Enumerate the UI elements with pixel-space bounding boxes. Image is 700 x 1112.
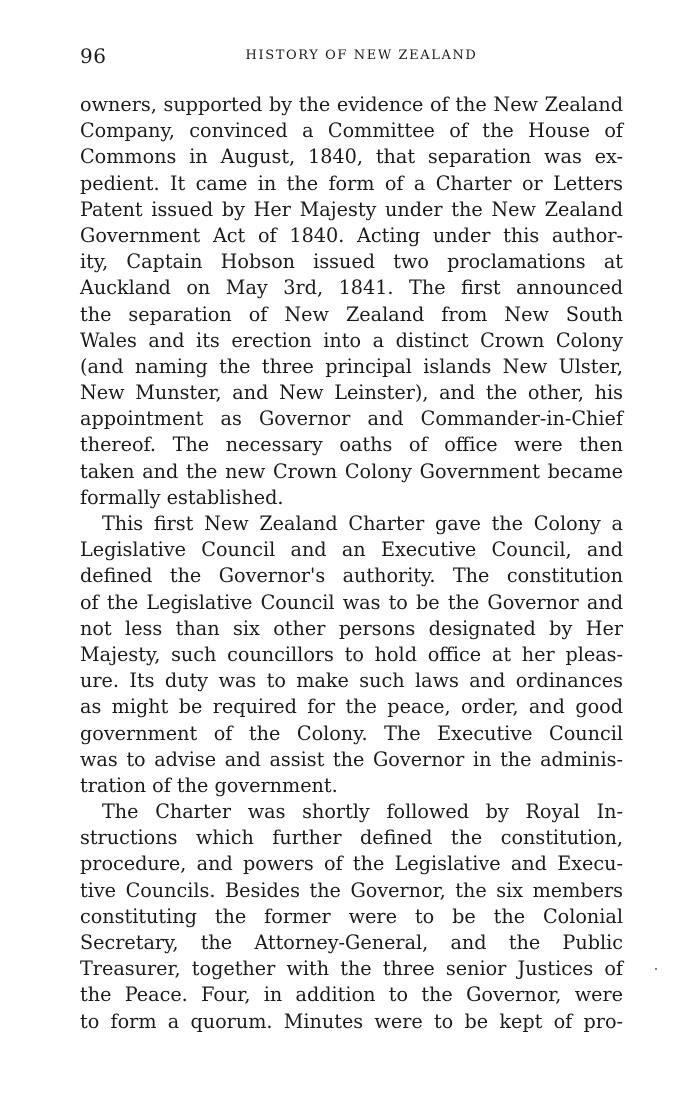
text-line: owners, supported by the evidence of the New Zealand — [80, 93, 623, 116]
text-line: This first New Zealand Charter gave the Colony a — [102, 512, 623, 535]
text-line: was to advise and assist the Governor in the adminis- — [80, 747, 623, 771]
text-line: The Charter was shortly followed by Royal In- — [102, 800, 623, 824]
text-line: Secretary, the Attorney-General, and the Public — [80, 931, 623, 954]
text-line: constituting the former were to be the Colonial — [80, 904, 623, 928]
text-line: of the Legislative Council was to be the Governor and — [80, 590, 623, 614]
text-line: Company, convinced a Committee of the House of — [80, 119, 623, 143]
text-line: Legislative Council and an Executive Council, and — [80, 538, 623, 562]
text-line: procedure, and powers of the Legislative and Execu- — [80, 852, 623, 876]
running-head — [80, 44, 623, 74]
text-line: Commons in August, 1840, that separation was ex- — [80, 145, 623, 169]
body-text — [80, 92, 623, 1035]
page-number: 96 — [80, 44, 107, 68]
text-line: tive Councils. Besides the Governor, the six members — [80, 878, 623, 902]
text-line: Wales and its erection into a distinct Crown Colony — [80, 328, 623, 352]
text-line: New Munster, and New Leinster), and the other, his — [80, 381, 623, 405]
running-title: HISTORY OF NEW ZEALAND — [245, 48, 478, 63]
text-line: to form a quorum. Minutes were to be kept of pro- — [80, 1009, 623, 1033]
text-line: as might be required for the peace, order, and good — [80, 695, 623, 719]
text-line: taken and the new Crown Colony Government became — [80, 459, 623, 483]
text-line: Auckland on May 3rd, 1841. The first announced — [80, 276, 623, 300]
text-line: government of the Colony. The Executive Council — [80, 721, 623, 745]
text-line: Government Act of 1840. Acting under this author- — [80, 223, 623, 247]
text-line: structions which further defined the constitution, — [80, 826, 623, 850]
text-line: formally established. — [80, 485, 284, 509]
text-line: appointment as Governor and Commander-in-Chief — [80, 407, 623, 431]
text-line: defined the Governor's authority. The constitution — [80, 564, 623, 588]
text-line: ure. Its duty was to make such laws and ordinances — [80, 669, 623, 693]
text-line: Patent issued by Her Majesty under the New Zealand — [80, 197, 623, 221]
text-line: Treasurer, together with the three senior Justices of — [80, 957, 623, 981]
text-line: (and naming the three principal islands New Ulster, — [80, 354, 623, 378]
text-line: the separation of New Zealand from New South — [80, 302, 623, 326]
text-line: Majesty, such councillors to hold office at her pleas- — [80, 642, 623, 666]
text-line: the Peace. Four, in addition to the Governor, were — [80, 983, 623, 1007]
text-line: ity, Captain Hobson issued two proclamations at — [80, 250, 623, 274]
text-line: pedient. It came in the form of a Charter or Letters — [80, 171, 623, 195]
margin-speck — [655, 968, 657, 970]
text-line: thereof. The necessary oaths of office were then — [80, 433, 623, 457]
text-line: tration of the government. — [80, 773, 338, 797]
text-line: not less than six other persons designated by Her — [80, 616, 623, 640]
